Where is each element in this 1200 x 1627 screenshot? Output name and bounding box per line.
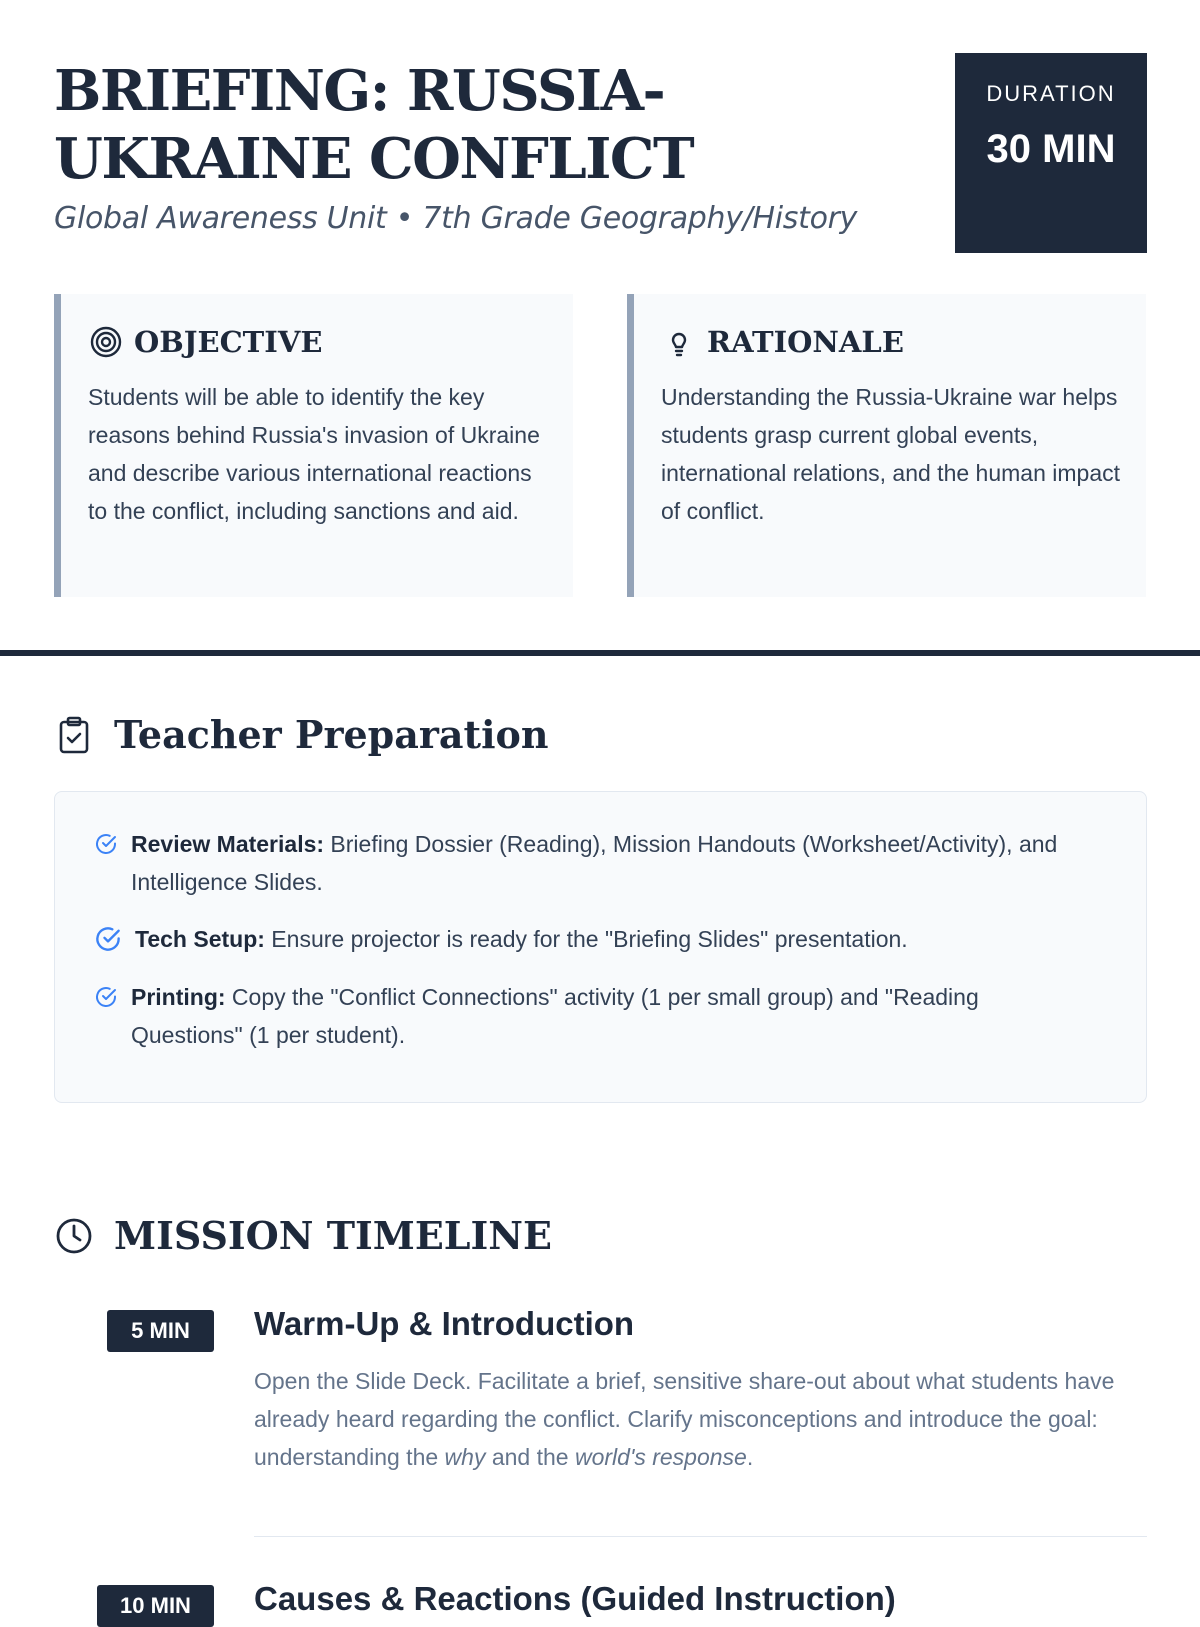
objective-title: OBJECTIVE (134, 325, 323, 359)
step-title: Warm-Up & Introduction (254, 1305, 635, 1342)
prep-item-text: Ensure projector is ready for the "Briefing Slides" presentation. (264, 926, 908, 952)
step-title: Causes & Reactions (Guided Instruction) (254, 1580, 896, 1617)
lightbulb-icon (661, 324, 697, 360)
preparation-title: Teacher Preparation (114, 712, 549, 757)
duration-value: 30 MIN (986, 127, 1116, 171)
objective-header (88, 324, 322, 360)
clock-icon (54, 1216, 94, 1256)
time-badge: 5 MIN (107, 1310, 214, 1352)
rationale-card (627, 294, 1146, 597)
list-item (95, 825, 1095, 901)
check-circle-icon (95, 833, 117, 855)
timeline-title: MISSION TIMELINE (114, 1213, 553, 1258)
rationale-text: Understanding the Russia-Ukraine war helps students grasp current global events, international relations, and the human impact of conflict. (661, 384, 1121, 524)
list-item (95, 920, 1095, 958)
duration-label: DURATION (986, 81, 1116, 106)
target-icon (88, 324, 124, 360)
prep-item-label: Printing: (131, 984, 226, 1010)
prep-item-text: Copy the "Conflict Connections" activity (1 per small group) and "Reading Questions" (1 per student). (131, 984, 979, 1048)
header (54, 53, 1147, 253)
rationale-title: RATIONALE (707, 325, 904, 359)
duration-box (955, 53, 1147, 253)
objective-text: Students will be able to identify the key reasons behind Russia's invasion of Ukraine and describe various international reactions to the conflict, including sanctions and aid. (88, 384, 540, 524)
timeline-header (54, 1213, 552, 1258)
preparation-header (54, 712, 548, 757)
prep-item-label: Tech Setup: (135, 926, 265, 952)
step-description: Open the Slide Deck. Facilitate a brief, sensitive share-out about what students have already heard regarding the conflict. Clarify misconceptions and introduce the goal: understanding the why and the world's response. (254, 1368, 1115, 1470)
clipboard-check-icon (54, 715, 94, 755)
page-subtitle: Global Awareness Unit • 7th Grade Geography/History (54, 201, 858, 236)
prep-item-label: Review Materials: (131, 831, 325, 857)
preparation-list (54, 791, 1147, 1103)
prep-item-text: Briefing Dossier (Reading), Mission Handouts (Worksheet/Activity), and Intelligence Slides. (131, 831, 1058, 895)
list-item (95, 978, 1095, 1054)
objective-card (54, 294, 573, 597)
check-circle-icon (95, 986, 117, 1008)
rationale-header (661, 324, 904, 360)
section-divider (0, 650, 1200, 656)
time-badge: 10 MIN (97, 1585, 214, 1627)
page-title: BRIEFING: RUSSIA-UKRAINE CONFLICT (54, 58, 694, 192)
check-circle-icon (95, 926, 121, 952)
step-separator (254, 1536, 1147, 1537)
